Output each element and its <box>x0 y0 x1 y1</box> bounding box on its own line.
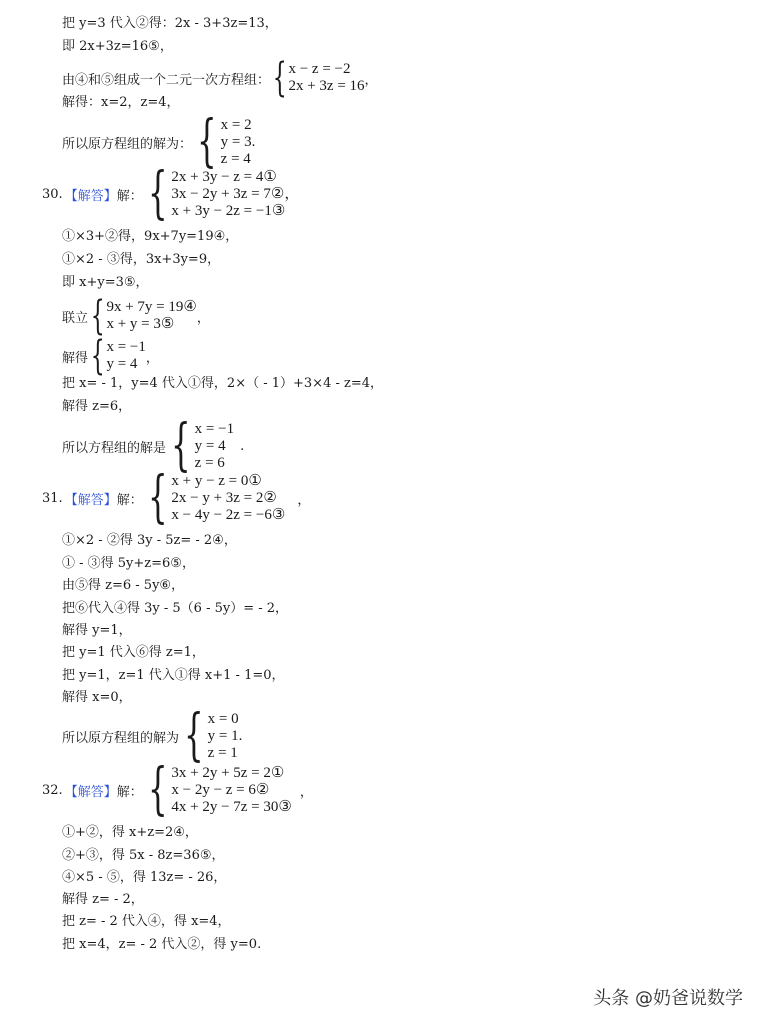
equation-system-line: 联立 { 9x + 7y = 19④ x + y = 3⑤ ， <box>62 293 210 339</box>
text-line: 把 y=3 代入②得：2x - 3+3z=13， <box>62 16 278 31</box>
text-line: 把 z= - 2 代入④，得 x=4， <box>62 914 231 929</box>
solution-line: 所以原方程组的解为： { x = 2 y = 3. z = 4 <box>62 109 256 174</box>
text-line: 把 x= - 1，y=4 代入①得，2×（ - 1）+3×4 - z=4， <box>62 376 384 391</box>
equation-system: { 2x + 3y − z = 4① 3x − 2y + 3z = 7②， x + 3y − 2z = −1③ <box>147 161 300 226</box>
text-line: 解得 x=0， <box>62 690 132 705</box>
text-line: 即 2x+3z=16⑤， <box>62 39 173 54</box>
text-line: ① - ③得 5y+z=6⑤， <box>62 556 195 571</box>
equation-system: { x = −1 y = 4 <box>90 333 146 379</box>
text-line: 由⑤得 z=6 - 5y⑥， <box>62 578 185 593</box>
answer-tag: 【解答】 <box>64 492 117 508</box>
text-line: 解得：x=2，z=4， <box>62 95 180 110</box>
equation-system: { x = −1 y = 4 z = 6 <box>171 413 235 478</box>
text-line: 解得 y=1， <box>62 623 132 638</box>
equation-system: { 3x + 2y + 5z = 2① x − 2y − z = 6② 4x + 2y − 7z = 30③ <box>147 757 292 822</box>
text-line: 把 y=1 代入⑥得 z=1， <box>62 645 205 660</box>
text-line: 解得 z=6， <box>62 399 132 414</box>
equation-system: { x + y − z = 0① 2x − y + 3z = 2② x − 4y − 2z = −6③ <box>147 465 286 530</box>
text-line: ①×2 - ②得 3y - 5z= - 2④， <box>62 533 237 548</box>
equation-system-line: 解得 { x = −1 y = 4 ， <box>62 333 159 379</box>
solution-line: 所以原方程组的解为 { x = 0 y = 1. z = 1 <box>62 703 243 768</box>
equation-system: { 9x + 7y = 19④ x + y = 3⑤ <box>90 293 197 339</box>
watermark: 头条 @奶爸说数学 <box>593 988 743 1009</box>
text-line: ②+③，得 5x - 8z=36⑤， <box>62 848 225 863</box>
equation-system: { x = 2 y = 3. z = 4 <box>197 109 256 174</box>
text-line: ①×2 - ③得，3x+3y=9， <box>62 252 221 267</box>
text-line: ④×5 - ⑤，得 13z= - 26， <box>62 870 227 885</box>
equation-system: { x = 0 y = 1. z = 1 <box>184 703 243 768</box>
solution-line: 所以方程组的解是 { x = −1 y = 4 z = 6 . <box>62 413 245 478</box>
text-line: 把 x=4，z= - 2 代入②，得 y=0. <box>62 937 262 952</box>
text-line: ①×3+②得，9x+7y=19④， <box>62 229 239 244</box>
text-line: ①+②，得 x+z=2④， <box>62 825 198 840</box>
text-line: 即 x+y=3⑤， <box>62 275 149 290</box>
problem-30-header: 30. 【解答】 解： { 2x + 3y − z = 4① 3x − 2y + 3z = 7②， x + 3y − 2z = −1③ <box>42 161 300 226</box>
problem-32-header: 32. 【解答】 解： { 3x + 2y + 5z = 2① x − 2y − z = 6② 4x + 2y − 7z = 30③ ， <box>42 757 313 822</box>
text-line: 把 y=1，z=1 代入①得 x+1 - 1=0， <box>62 668 285 683</box>
problem-31-header: 31. 【解答】 解： { x + y − z = 0① 2x − y + 3z = 2② x − 4y − 2z = −6③ ， <box>42 465 311 530</box>
equation-system: { x − z = −2 2x + 3z = 16 <box>272 55 365 101</box>
text-line: 解得 z= - 2， <box>62 892 144 907</box>
text-line: 把⑥代入④得 3y - 5（6 - 5y）= - 2， <box>62 601 289 616</box>
answer-tag: 【解答】 <box>64 784 117 800</box>
equation-system-line: 由④和⑤组成一个二元一次方程组： { x − z = −2 2x + 3z = 16 ， <box>62 55 378 101</box>
answer-tag: 【解答】 <box>64 188 117 204</box>
